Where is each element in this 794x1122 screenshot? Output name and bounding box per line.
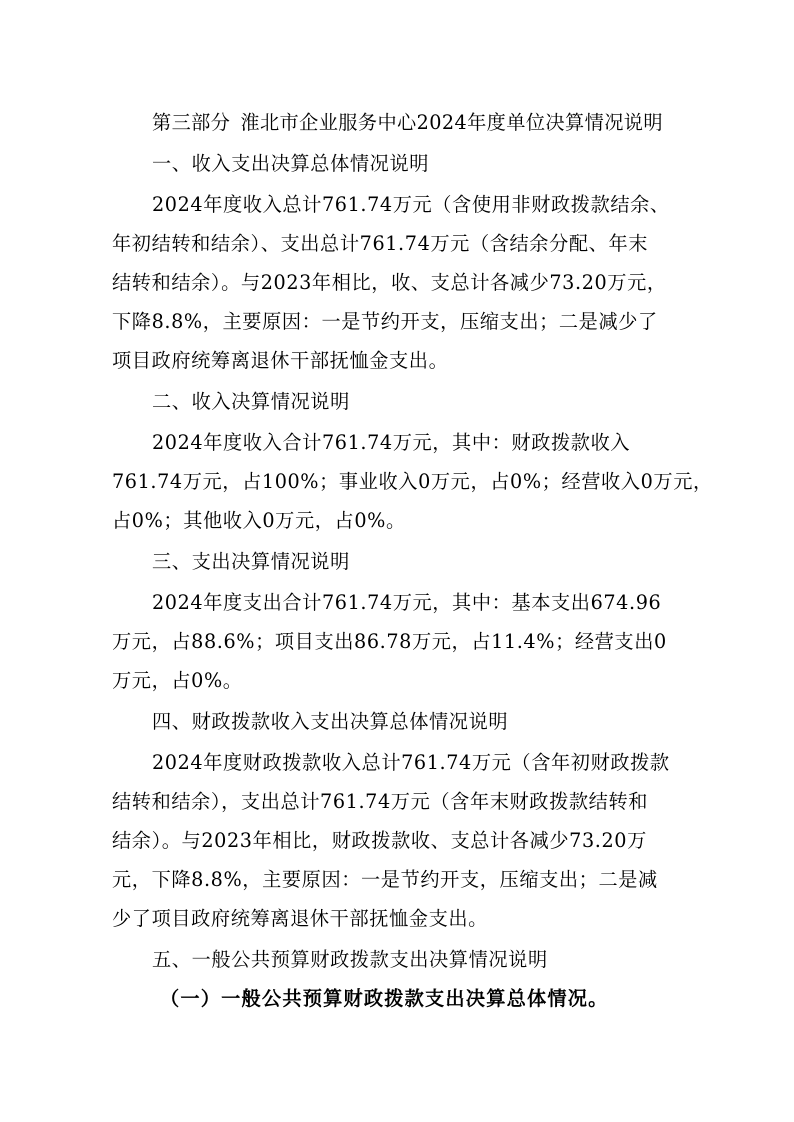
section-2-line-3: 占0%；其他收入0万元，占0%。 [112,509,406,532]
title-part-label: 第三部分 [152,111,231,134]
section-1-line-5: 项目政府统筹离退休干部抚恤金支出。 [112,349,449,372]
subsection-heading: （一）一般公共预算财政拨款支出决算总体情况。 [160,987,609,1010]
section-2-heading: 二、收入决算情况说明 [152,390,350,413]
section-5-heading: 五、一般公共预算财政拨款支出决算情况说明 [152,948,548,971]
section-4-line-4: 元，下降8.8%，主要原因：一是节约开支，压缩支出；二是减 [112,868,658,891]
section-3-line-1: 2024年度支出合计761.74万元，其中：基本支出674.96 [152,591,662,614]
document-page [112,108,713,1014]
section-4-line-1: 2024年度财政拨款收入总计761.74万元（含年初财政拨款 [152,751,670,774]
title-main-text: 淮北市企业服务中心2024年度单位决算情况说明 [240,111,663,134]
section-2-line-2: 761.74万元，占100%；事业收入0万元，占0%；经营收入0万元， [112,470,713,493]
document-title [112,108,682,138]
section-4-line-2: 结转和结余），支出总计761.74万元（含年末财政拨款结转和 [112,790,649,813]
section-3-heading: 三、支出决算情况说明 [152,550,350,573]
section-2-line-1: 2024年度收入合计761.74万元，其中：财政拨款收入 [152,431,631,454]
section-1-line-1: 2024年度收入总计761.74万元（含使用非财政拨款结余、 [152,193,670,216]
section-1-line-4: 下降8.8%，主要原因：一是节约开支，压缩支出；二是减少了 [112,310,658,333]
section-4-line-5: 少了项目政府统筹离退休干部抚恤金支出。 [112,907,488,930]
section-4-heading: 四、财政拨款收入支出决算总体情况说明 [152,710,509,733]
section-3-line-3: 万元，占0%。 [112,669,243,692]
section-1-heading: 一、收入支出决算总体情况说明 [152,152,430,175]
section-3-line-2: 万元，占88.6%；项目支出86.78万元，占11.4%；经营支出0 [112,630,667,653]
section-1-line-2: 年初结转和结余）、支出总计761.74万元（含结余分配、年末 [112,232,649,255]
section-1-line-3: 结转和结余）。与2023年相比，收、支总计各减少73.20万元， [112,271,667,294]
section-4-line-3: 结余）。与2023年相比，财政拨款收、支总计各减少73.20万 [112,829,647,852]
